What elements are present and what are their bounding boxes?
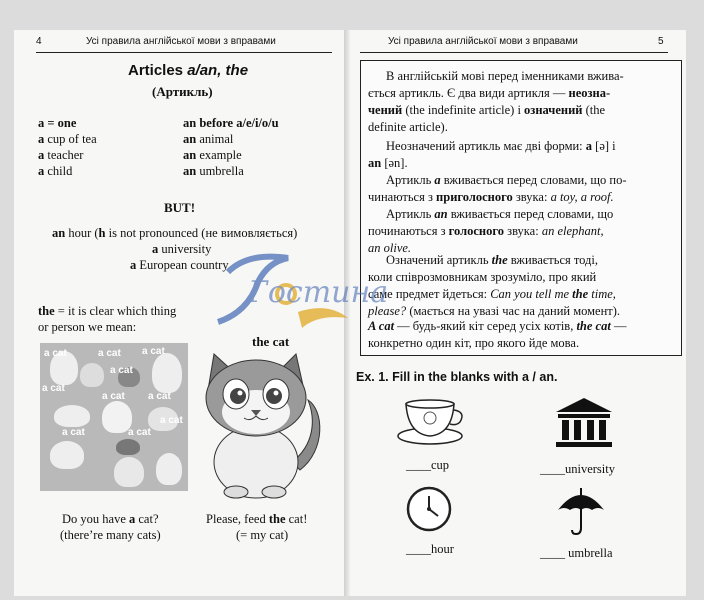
blank-line[interactable]: ____	[406, 458, 431, 472]
list-item: an animal	[183, 132, 234, 146]
photo-label: a cat	[142, 346, 165, 357]
teacup-icon	[396, 394, 468, 446]
exception-line: a university	[152, 242, 212, 256]
exercise-item-umbrella: ____ umbrella	[540, 546, 613, 560]
an-before-vowels-heading: an before a/e/i/o/u	[183, 116, 279, 130]
rule-paragraph: В англійській мові перед іменниками вжива- ється артикль. Є два види артикля — неозна- чений (the indefinite article) і означений (the definite article).	[368, 69, 624, 134]
but-heading: BUT!	[164, 200, 196, 215]
photo-label: a cat	[128, 427, 151, 438]
rule-paragraph: Означений артикль the вживається тоді, коли співрозмовникам зрозуміло, про який саме предмет йдеться: Can you tell me the time, please? (мається на увазі час на даний момент).	[368, 253, 621, 318]
left-page-number: 4	[36, 36, 42, 47]
right-running-title: Усі правила англійської мови з вправами	[388, 36, 578, 47]
cartoon-cat-illustration	[196, 350, 328, 500]
photo-label: a cat	[110, 365, 133, 376]
caption-left-line2: (there’re many cats)	[60, 528, 161, 542]
rule-paragraph: Неозначений артикль має дві форми: a [ə] і an [ən].	[368, 139, 616, 170]
the-definition: the = it is clear which thing	[38, 304, 177, 318]
watermark-text: Гостина	[248, 275, 389, 310]
list-item: a cup of tea	[38, 132, 97, 146]
list-item: a teacher	[38, 148, 84, 162]
clock-icon	[406, 486, 452, 532]
the-definition-line2: or person we mean:	[38, 320, 137, 334]
list-item: a child	[38, 164, 73, 178]
exercise-item-cup: ____cup	[406, 458, 450, 472]
caption-left-line1: Do you have a cat?	[62, 512, 159, 526]
umbrella-icon	[556, 486, 606, 538]
exception-line: an hour (h is not pronounced (не вимовляється)	[52, 226, 298, 240]
photo-label: a cat	[160, 415, 183, 426]
list-item: an umbrella	[183, 164, 244, 178]
photo-label: a cat	[98, 348, 121, 359]
rule-paragraph: A cat — будь-який кіт серед усіх котів, the cat — конкретно один кіт, про якого йде мова.	[368, 319, 627, 350]
photo-label: a cat	[42, 383, 65, 394]
left-running-title: Усі правила англійської мови з вправами	[86, 36, 276, 47]
photo-label: a cat	[148, 391, 171, 402]
exercise-item-hour: ____hour	[406, 542, 454, 556]
right-page-number: 5	[658, 36, 664, 47]
exercise-item-university: ____university	[540, 462, 615, 476]
photo-label: a cat	[102, 391, 125, 402]
caption-right-line2: (= my cat)	[236, 528, 289, 542]
university-building-icon	[554, 396, 614, 448]
left-header-rule	[36, 52, 332, 53]
exception-line: a European country	[130, 258, 229, 272]
rule-paragraph: Артикль a вживається перед словами, що по- чинаються з приголосного звука: a toy, a roof.	[368, 173, 627, 204]
a-equals-one-heading: a = one	[38, 116, 77, 130]
photo-label: a cat	[44, 348, 67, 359]
photo-label: a cat	[62, 427, 85, 438]
publisher-watermark-logo	[198, 242, 389, 342]
right-header-rule	[360, 52, 668, 53]
many-cats-photo	[40, 343, 188, 491]
list-item: an example	[183, 148, 242, 162]
page-subtitle: (Артикль)	[152, 84, 213, 99]
exercise-title: Ex. 1. Fill in the blanks with a / an.	[356, 370, 558, 384]
blank-line[interactable]: ____	[540, 462, 565, 476]
page-title: Articles a/an, the	[128, 62, 249, 79]
blank-line[interactable]: ____	[540, 546, 569, 560]
rule-paragraph: Артикль an вживається перед словами, що починаються з голосного звука: an elephant, an olive.	[368, 207, 614, 255]
caption-right-line1: Please, feed the cat!	[206, 512, 308, 526]
blank-line[interactable]: ____	[406, 542, 431, 556]
the-cat-label: the cat	[252, 334, 290, 349]
